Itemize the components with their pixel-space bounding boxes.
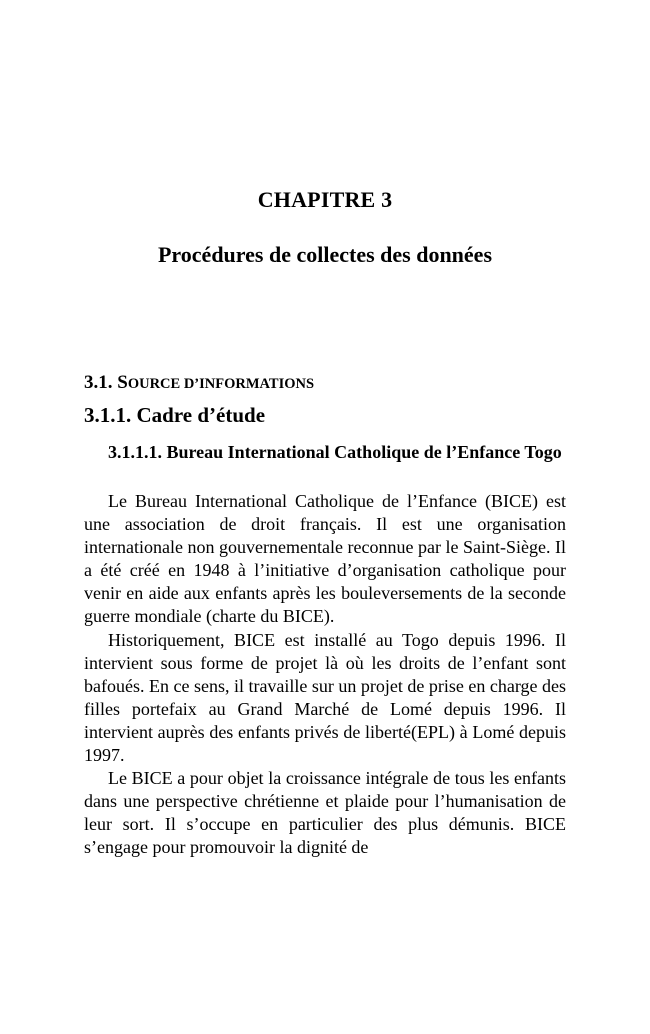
paragraph: Historiquement, BICE est installé au Togo depuis 1996. Il intervient sous forme de projet là où les droits de l’enfant sont bafoués. En ce sens, il travaille sur un projet de prise en charge des filles portefaix au Grand Marché de Lomé depuis 1996. Il intervient auprès des enfants privés de liberté(EPL) à Lomé depuis 1997. — [84, 629, 567, 766]
paragraph: Le BICE a pour objet la croissance intégrale de tous les enfants dans une perspective chrétienne et plaide pour l’humanisation de leur sort. Il s’occupe en particulier des plus démunis. BICE s’engage pour promouvoir la dignité de — [84, 768, 566, 858]
chapter-subtitle: Procédures de collectes des données — [157, 242, 493, 267]
section-title-rest-2: INFORMATIONS — [199, 376, 315, 392]
section-heading — [84, 371, 314, 396]
subsection-heading: 3.1.1. Cadre d’étude — [84, 403, 266, 427]
chapter-title: CHAPITRE 3 — [257, 187, 393, 212]
section-number: 3.1. — [84, 372, 113, 393]
body-text — [84, 490, 566, 860]
paragraph: Le Bureau International Catholique de l’Enfance (BICE) est une association de droit français. Il est une organisation internationale non gouvernementale reconnue par le Saint-Siège. Il a été créé en 1948 à l’initiative d’organisation catholique pour venir en aide aux enfants après les bouleversements de la seconde guerre mondiale (charte du BICE). — [84, 491, 566, 627]
section-title-rest: OURCE D’ — [127, 376, 200, 392]
subsubsection-heading: 3.1.1.1. Bureau International Catholique de l’Enfance Togo — [108, 442, 562, 462]
section-title-initial: S — [117, 372, 128, 393]
